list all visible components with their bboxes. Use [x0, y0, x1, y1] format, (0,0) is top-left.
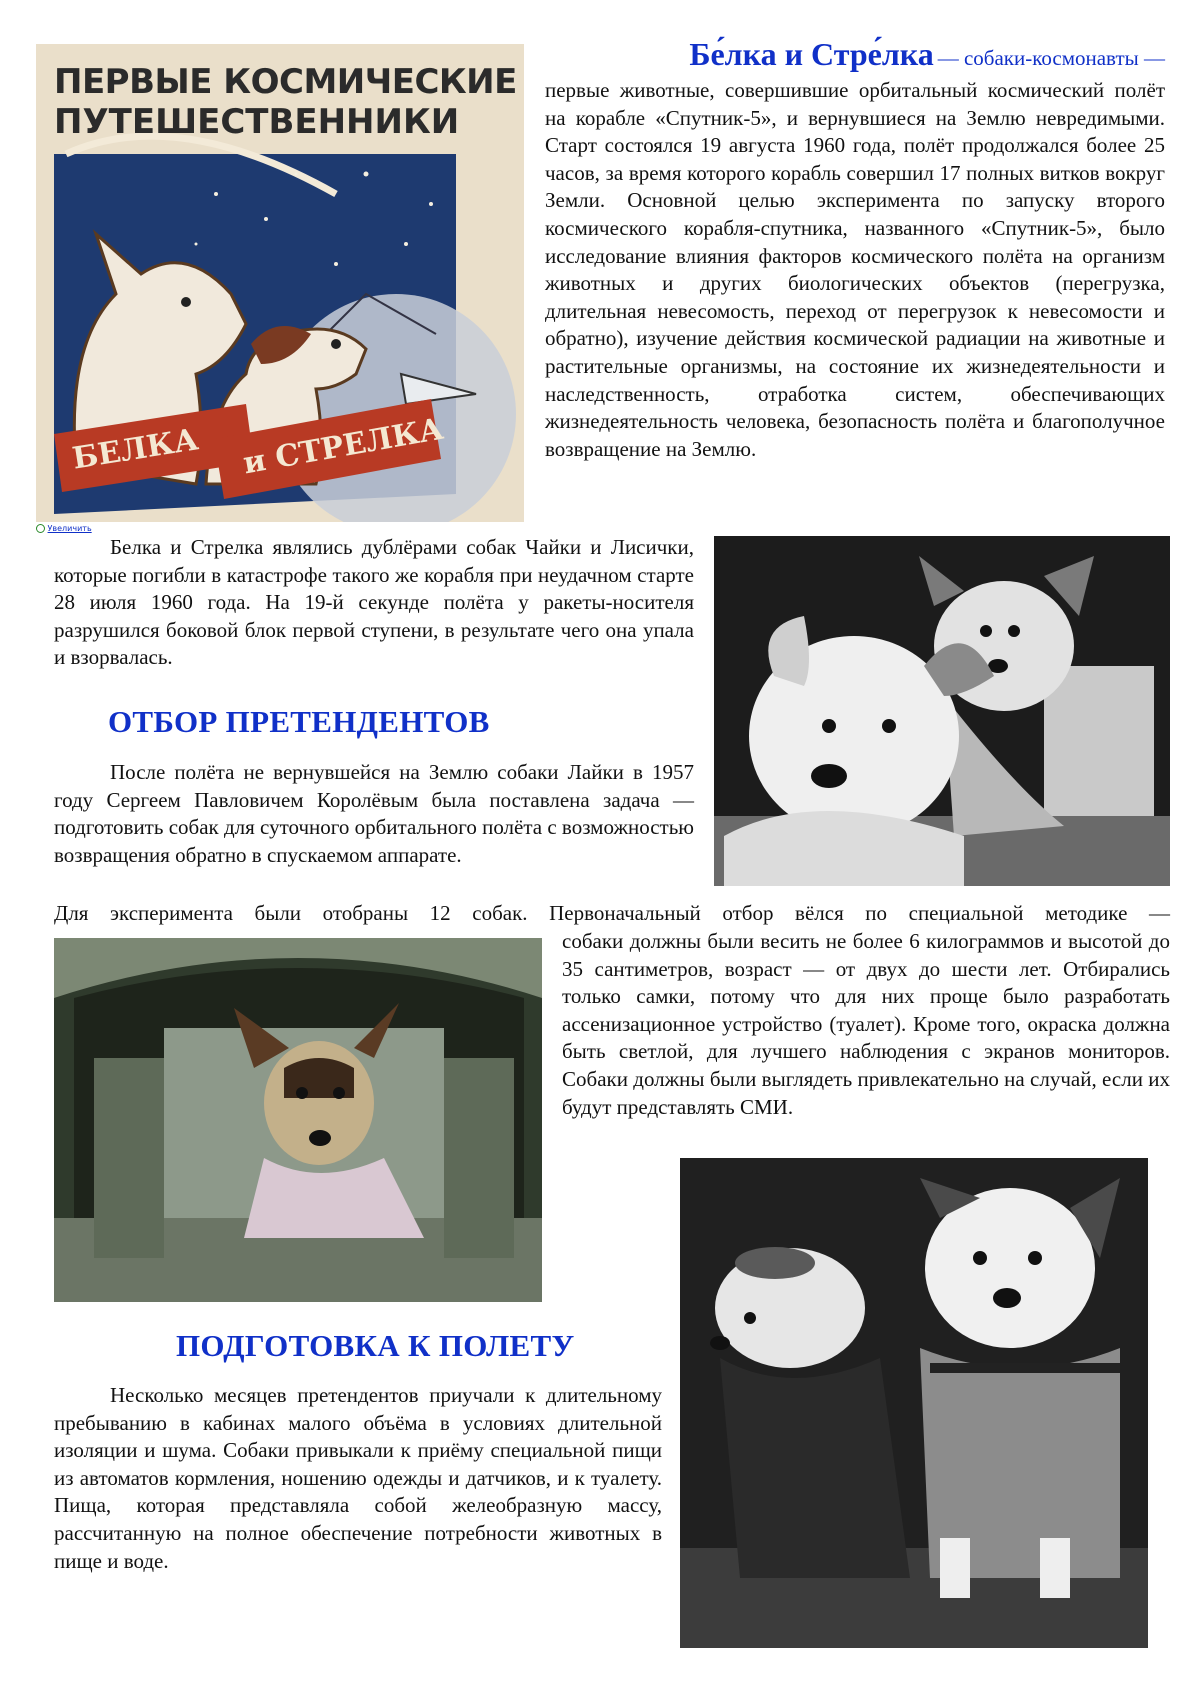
poster-title-line2: ПУТЕШЕСТВЕННИКИ: [54, 102, 460, 142]
dog-capsule-photo: [54, 938, 542, 1302]
intro-text: первые животные, совершившие орбитальный космический полёт на корабле «Спутник-5», и вернувшиеся на Землю невредимыми. Старт состоялся 19 августа 1960 года, полёт продолжался более 25 часов, за время которого корабль совершил 17 полных витков вокруг Земли. Основной целью эксперимента по запуску второго космического корабля-спутника, названного «Спутник-5», было исследование влияния факторов космического полёта на организм животных и других биологических объектов (перегрузка, длительная невесомость, переход от перегрузок к невесомости и обратно), изучение действия космической радиации на животные и растительные организмы, на состояние их жизнедеятельности и наследственность, отработка систем, обеспечивающих жизнедеятельность человека, безопасность полёта и благополучное возвращение на Землю.: [545, 78, 1165, 461]
doubles-text: Белка и Стрелка являлись дублёрами собак Чайки и Лисички, которые погибли в катастрофе такого же корабля при неудачном старте 28 июля 1960 года. На 19-й секунде полёта у ракеты-носителя разрушился боковой блок первой ступени, в результате чего она упала и взорвалась.: [54, 535, 694, 670]
selection-heading: ОТБОР ПРЕТЕНДЕНТОВ: [108, 704, 490, 739]
poster-image: [36, 44, 524, 522]
training-text: Несколько месяцев претендентов приучали к длительному пребыванию в кабинах малого объёма в условиях длительной изоляции и шума. Собаки привыкали к приёму специальной пищи из автоматов кормления, ношению одежды и датчиков, и к туалету. Пища, которая представляла собой желеобразную массу, рассчитанную на полное обеспечение потребности животных в пище и воде.: [54, 1383, 662, 1573]
enlarge-link[interactable]: [36, 524, 92, 533]
training-heading: ПОДГОТОВКА К ПОЛЕТУ: [176, 1328, 575, 1363]
selection-para2-rest: собаки должны были весить не более 6 килограммов и высотой до 35 сантиметров, возраст — от двух до шести лет. Отбирались только самки, потому что для них проще было разработать ассенизационное устройство (туалет). Кроме того, окраска должна быть светлой, для лучшего наблюдения с экранов мониторов. Собаки должны были выглядеть привлекательно на случай, если их будут представлять СМИ.: [562, 929, 1170, 1119]
poster-name-belka: БЕЛКА: [70, 422, 201, 477]
intro-subtitle: — собаки-космонавты —: [937, 46, 1165, 70]
enlarge-link-label: Увеличить: [47, 524, 92, 533]
intro-title: Бе́лка и Стре́лка: [689, 36, 934, 72]
dogs-standing-photo: [680, 1158, 1148, 1648]
intro-title-row: [545, 36, 1165, 73]
selection-para2-line: Для эксперимента были отобраны 12 собак. Первоначальный отбор вёлся по специальной методике —: [54, 901, 1170, 925]
belka-strelka-photo: [714, 536, 1170, 886]
selection-para1: После полёта не вернувшейся на Землю собаки Лайки в 1957 году Сергеем Павловичем Королёвым была поставлена задача — подготовить собак для суточного орбитального полёта с возможностью возвращения обратно в спускаемом аппарате.: [54, 760, 694, 867]
zoom-icon: [36, 524, 45, 533]
poster-title-line1: ПЕРВЫЕ КОСМИЧЕСКИЕ: [54, 62, 517, 102]
poster-name-strelka: и СТРЕЛКА: [240, 411, 447, 482]
